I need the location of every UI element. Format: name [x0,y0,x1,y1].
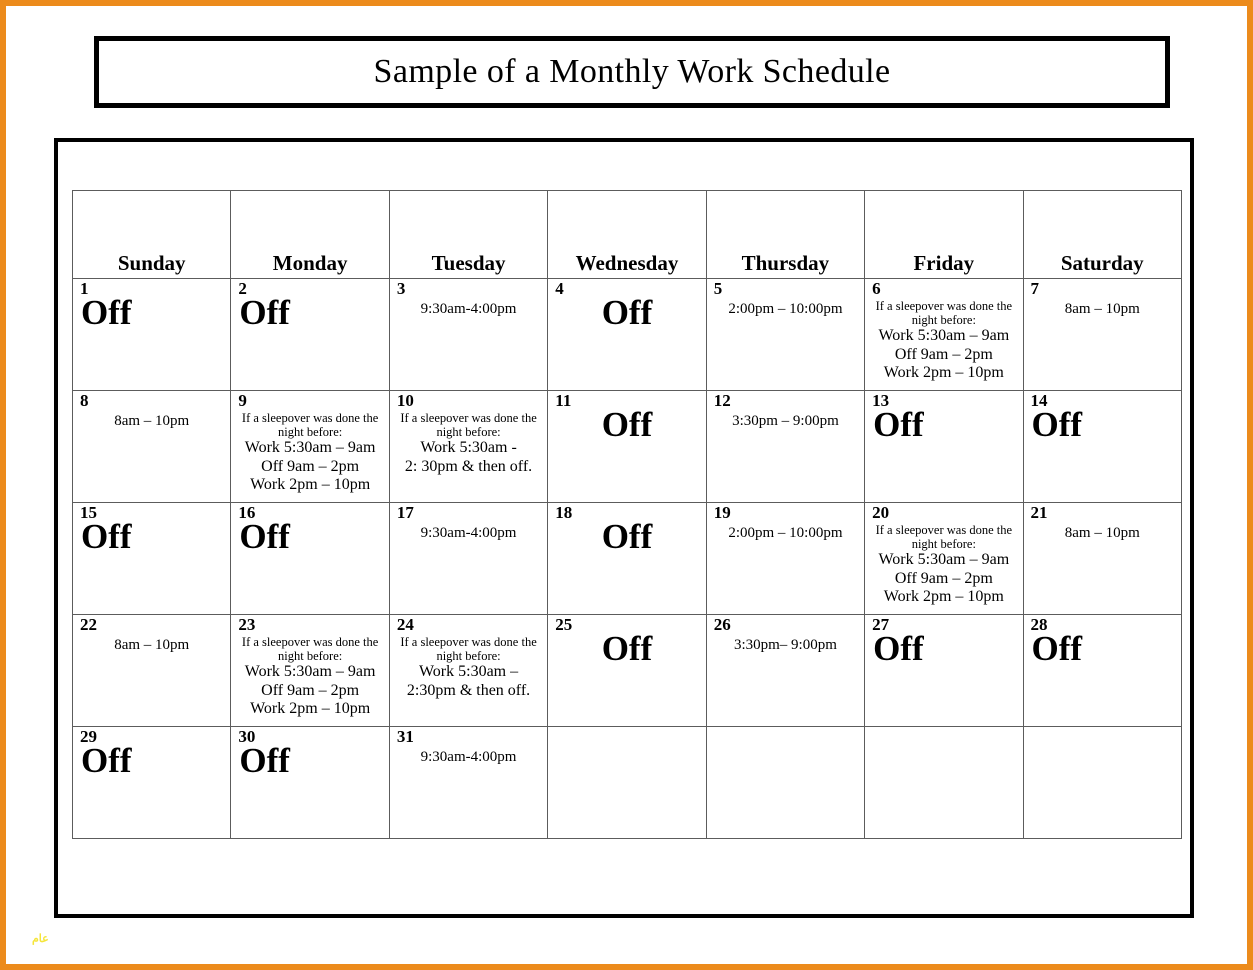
off-label: Off [81,292,132,332]
off-label: Off [239,516,290,556]
calendar-day-cell[interactable] [389,279,547,391]
sleepover-note: If a sleepover was done the night before: [241,410,379,440]
day-entry [1026,628,1179,668]
calendar-week-row [73,279,1182,391]
day-entry [392,749,545,766]
weekday-header-label: Monday [272,251,348,275]
day-entry [392,635,545,701]
calendar-day-cell[interactable] [73,615,231,727]
shift-hours: 2:00pm – 10:00pm [728,300,843,317]
day-number: 6 [872,279,881,298]
shift-hours: 9:30am-4:00pm [420,300,517,317]
calendar-day-cell[interactable] [389,727,547,839]
day-number: 8 [80,391,89,410]
day-number: 17 [396,503,414,522]
weekday-header-label: Wednesday [575,251,679,275]
calendar-week-row [73,391,1182,503]
day-entry [233,292,386,332]
day-entry [233,411,386,495]
weekday-header-label: Thursday [741,251,830,275]
sleepover-shift-line: Work 5:30am – 9am [878,327,1010,345]
sleepover-shift-line: Work 2pm – 10pm [250,476,371,494]
day-entry [392,525,545,542]
weekday-header-saturday [1023,191,1181,279]
day-number: 10 [396,391,414,410]
shift-hours: 8am – 10pm [1064,524,1140,541]
sleepover-shift-line: Work 5:30am – 9am [244,663,376,681]
day-number: 24 [396,615,414,634]
sleepover-shift-line: Work 2pm – 10pm [883,364,1004,382]
day-number: 16 [238,503,256,522]
calendar-day-cell[interactable] [1023,391,1181,503]
shift-hours: 8am – 10pm [114,636,190,653]
day-number: 21 [1030,503,1048,522]
day-number: 28 [1030,615,1048,634]
off-label: Off [81,516,132,556]
off-label: Off [601,628,653,668]
sleepover-note: If a sleepover was done the night before: [875,522,1013,552]
sleepover-shift-line: Work 5:30am – 9am [878,551,1010,569]
title-banner [94,36,1170,108]
calendar-day-cell[interactable] [231,503,389,615]
day-entry [1026,525,1179,542]
day-entry [75,516,228,556]
day-entry [709,301,862,318]
calendar-day-cell[interactable] [1023,279,1181,391]
day-entry [392,301,545,318]
day-number: 1 [80,279,89,298]
calendar-day-cell[interactable] [706,279,864,391]
day-entry [709,525,862,542]
day-entry [233,740,386,780]
off-label: Off [1031,628,1083,668]
weekday-header-friday [865,191,1023,279]
calendar-day-cell[interactable] [231,391,389,503]
calendar-day-cell[interactable] [73,503,231,615]
sleepover-shift-line: Work 2pm – 10pm [250,700,371,718]
calendar-frame [54,138,1194,918]
calendar-day-cell[interactable] [1023,503,1181,615]
calendar-header-row-group [73,191,1182,279]
calendar-day-cell[interactable] [389,391,547,503]
calendar-day-cell[interactable] [231,727,389,839]
day-entry [550,292,703,332]
day-number: 19 [713,503,731,522]
calendar-day-cell[interactable] [231,279,389,391]
calendar-day-cell[interactable] [865,503,1023,615]
day-number: 18 [555,503,573,522]
calendar-day-cell[interactable] [548,503,706,615]
calendar-day-cell[interactable] [389,615,547,727]
calendar-week-row [73,727,1182,839]
day-entry [550,404,703,444]
weekday-header-label: Friday [913,251,975,275]
calendar-day-cell[interactable] [231,615,389,727]
calendar-day-cell[interactable] [865,615,1023,727]
page-watermark-artifact: عام [32,933,49,945]
sleepover-shift-line: Work 5:30am – [418,663,519,681]
day-entry [233,516,386,556]
calendar-day-cell[interactable] [73,279,231,391]
calendar-empty-cell[interactable] [1023,727,1181,839]
off-label: Off [601,292,653,332]
off-label: Off [601,404,653,444]
day-number: 12 [713,391,731,410]
off-label: Off [239,740,290,780]
weekday-header-label: Sunday [117,251,186,275]
shift-hours: 9:30am-4:00pm [420,748,517,765]
sleepover-note: If a sleepover was done the night before: [400,410,537,440]
sleepover-shift-line: Off 9am – 2pm [261,681,360,699]
day-entry [867,628,1020,668]
calendar-empty-cell[interactable] [548,727,706,839]
calendar-day-cell[interactable] [73,727,231,839]
off-label: Off [873,404,924,444]
weekday-header-wednesday [548,191,706,279]
calendar-day-cell[interactable] [706,615,864,727]
shift-hours: 2:00pm – 10:00pm [728,524,843,541]
off-label: Off [1031,404,1083,444]
day-entry [709,637,862,654]
day-number: 2 [238,279,247,298]
day-entry [550,628,703,668]
calendar-week-row [73,503,1182,615]
calendar-day-cell[interactable] [706,503,864,615]
calendar-day-cell[interactable] [1023,615,1181,727]
day-entry [709,413,862,430]
day-entry [75,292,228,332]
day-entry [75,637,228,654]
day-entry [867,404,1020,444]
day-entry [1026,404,1179,444]
weekday-header-sunday [73,191,231,279]
shift-hours: 3:30pm – 9:00pm [732,412,839,429]
weekday-header-label: Saturday [1060,251,1144,275]
weekday-header-tuesday [389,191,547,279]
day-entry [550,516,703,556]
sleepover-shift-line: Off 9am – 2pm [894,569,993,587]
calendar-day-cell[interactable] [865,391,1023,503]
weekday-header-row [73,191,1182,279]
day-entry [233,635,386,719]
day-number: 29 [80,727,97,746]
calendar-empty-cell[interactable] [706,727,864,839]
day-number: 7 [1030,279,1040,298]
sleepover-shift-line: Work 5:30am – 9am [244,439,376,457]
day-number: 20 [872,503,890,522]
day-number: 5 [713,279,723,298]
day-number: 27 [872,615,890,634]
day-number: 3 [396,279,406,298]
shift-hours: 8am – 10pm [1064,300,1140,317]
page-title: Sample of a Monthly Work Schedule [373,53,891,90]
calendar-day-cell[interactable] [706,391,864,503]
sleepover-note: If a sleepover was done the night before: [400,634,537,664]
day-number: 14 [1030,391,1048,410]
weekday-header-monday [231,191,389,279]
sleepover-note: If a sleepover was done the night before: [875,298,1013,328]
calendar-body [73,279,1182,839]
calendar-day-cell[interactable] [548,615,706,727]
monthly-schedule-table [72,190,1182,839]
day-entry [75,413,228,430]
day-entry [867,523,1020,607]
day-number: 26 [713,615,731,634]
shift-hours: 8am – 10pm [114,412,190,429]
calendar-day-cell[interactable] [73,391,231,503]
calendar-day-cell[interactable] [389,503,547,615]
sleepover-note: If a sleepover was done the night before: [241,634,379,664]
day-number: 22 [80,615,97,634]
day-number: 9 [238,391,247,410]
day-entry [392,411,545,477]
off-label: Off [81,740,132,780]
off-label: Off [601,516,653,556]
day-number: 11 [555,391,572,410]
sleepover-shift-line: 2:30pm & then off. [406,681,531,699]
calendar-day-cell[interactable] [548,391,706,503]
day-number: 30 [238,727,256,746]
day-number: 15 [80,503,97,522]
weekday-header-label: Tuesday [431,251,506,275]
shift-hours: 3:30pm– 9:00pm [733,636,837,653]
off-label: Off [239,292,290,332]
weekday-header-thursday [706,191,864,279]
day-entry [867,299,1020,383]
day-number: 31 [396,727,414,746]
calendar-week-row [73,615,1182,727]
sleepover-shift-line: Off 9am – 2pm [261,457,360,475]
calendar-empty-cell[interactable] [865,727,1023,839]
calendar-day-cell[interactable] [865,279,1023,391]
shift-hours: 9:30am-4:00pm [420,524,517,541]
day-number: 23 [238,615,256,634]
sleepover-shift-line: Off 9am – 2pm [894,345,993,363]
day-number: 13 [872,391,890,410]
day-entry [75,740,228,780]
calendar-day-cell[interactable] [548,279,706,391]
day-entry [1026,301,1179,318]
day-number: 4 [555,279,564,298]
sleepover-shift-line: 2: 30pm & then off. [404,457,533,475]
sleepover-shift-line: Work 5:30am - [420,439,517,457]
off-label: Off [873,628,924,668]
day-number: 25 [555,615,573,634]
sleepover-shift-line: Work 2pm – 10pm [883,588,1004,606]
